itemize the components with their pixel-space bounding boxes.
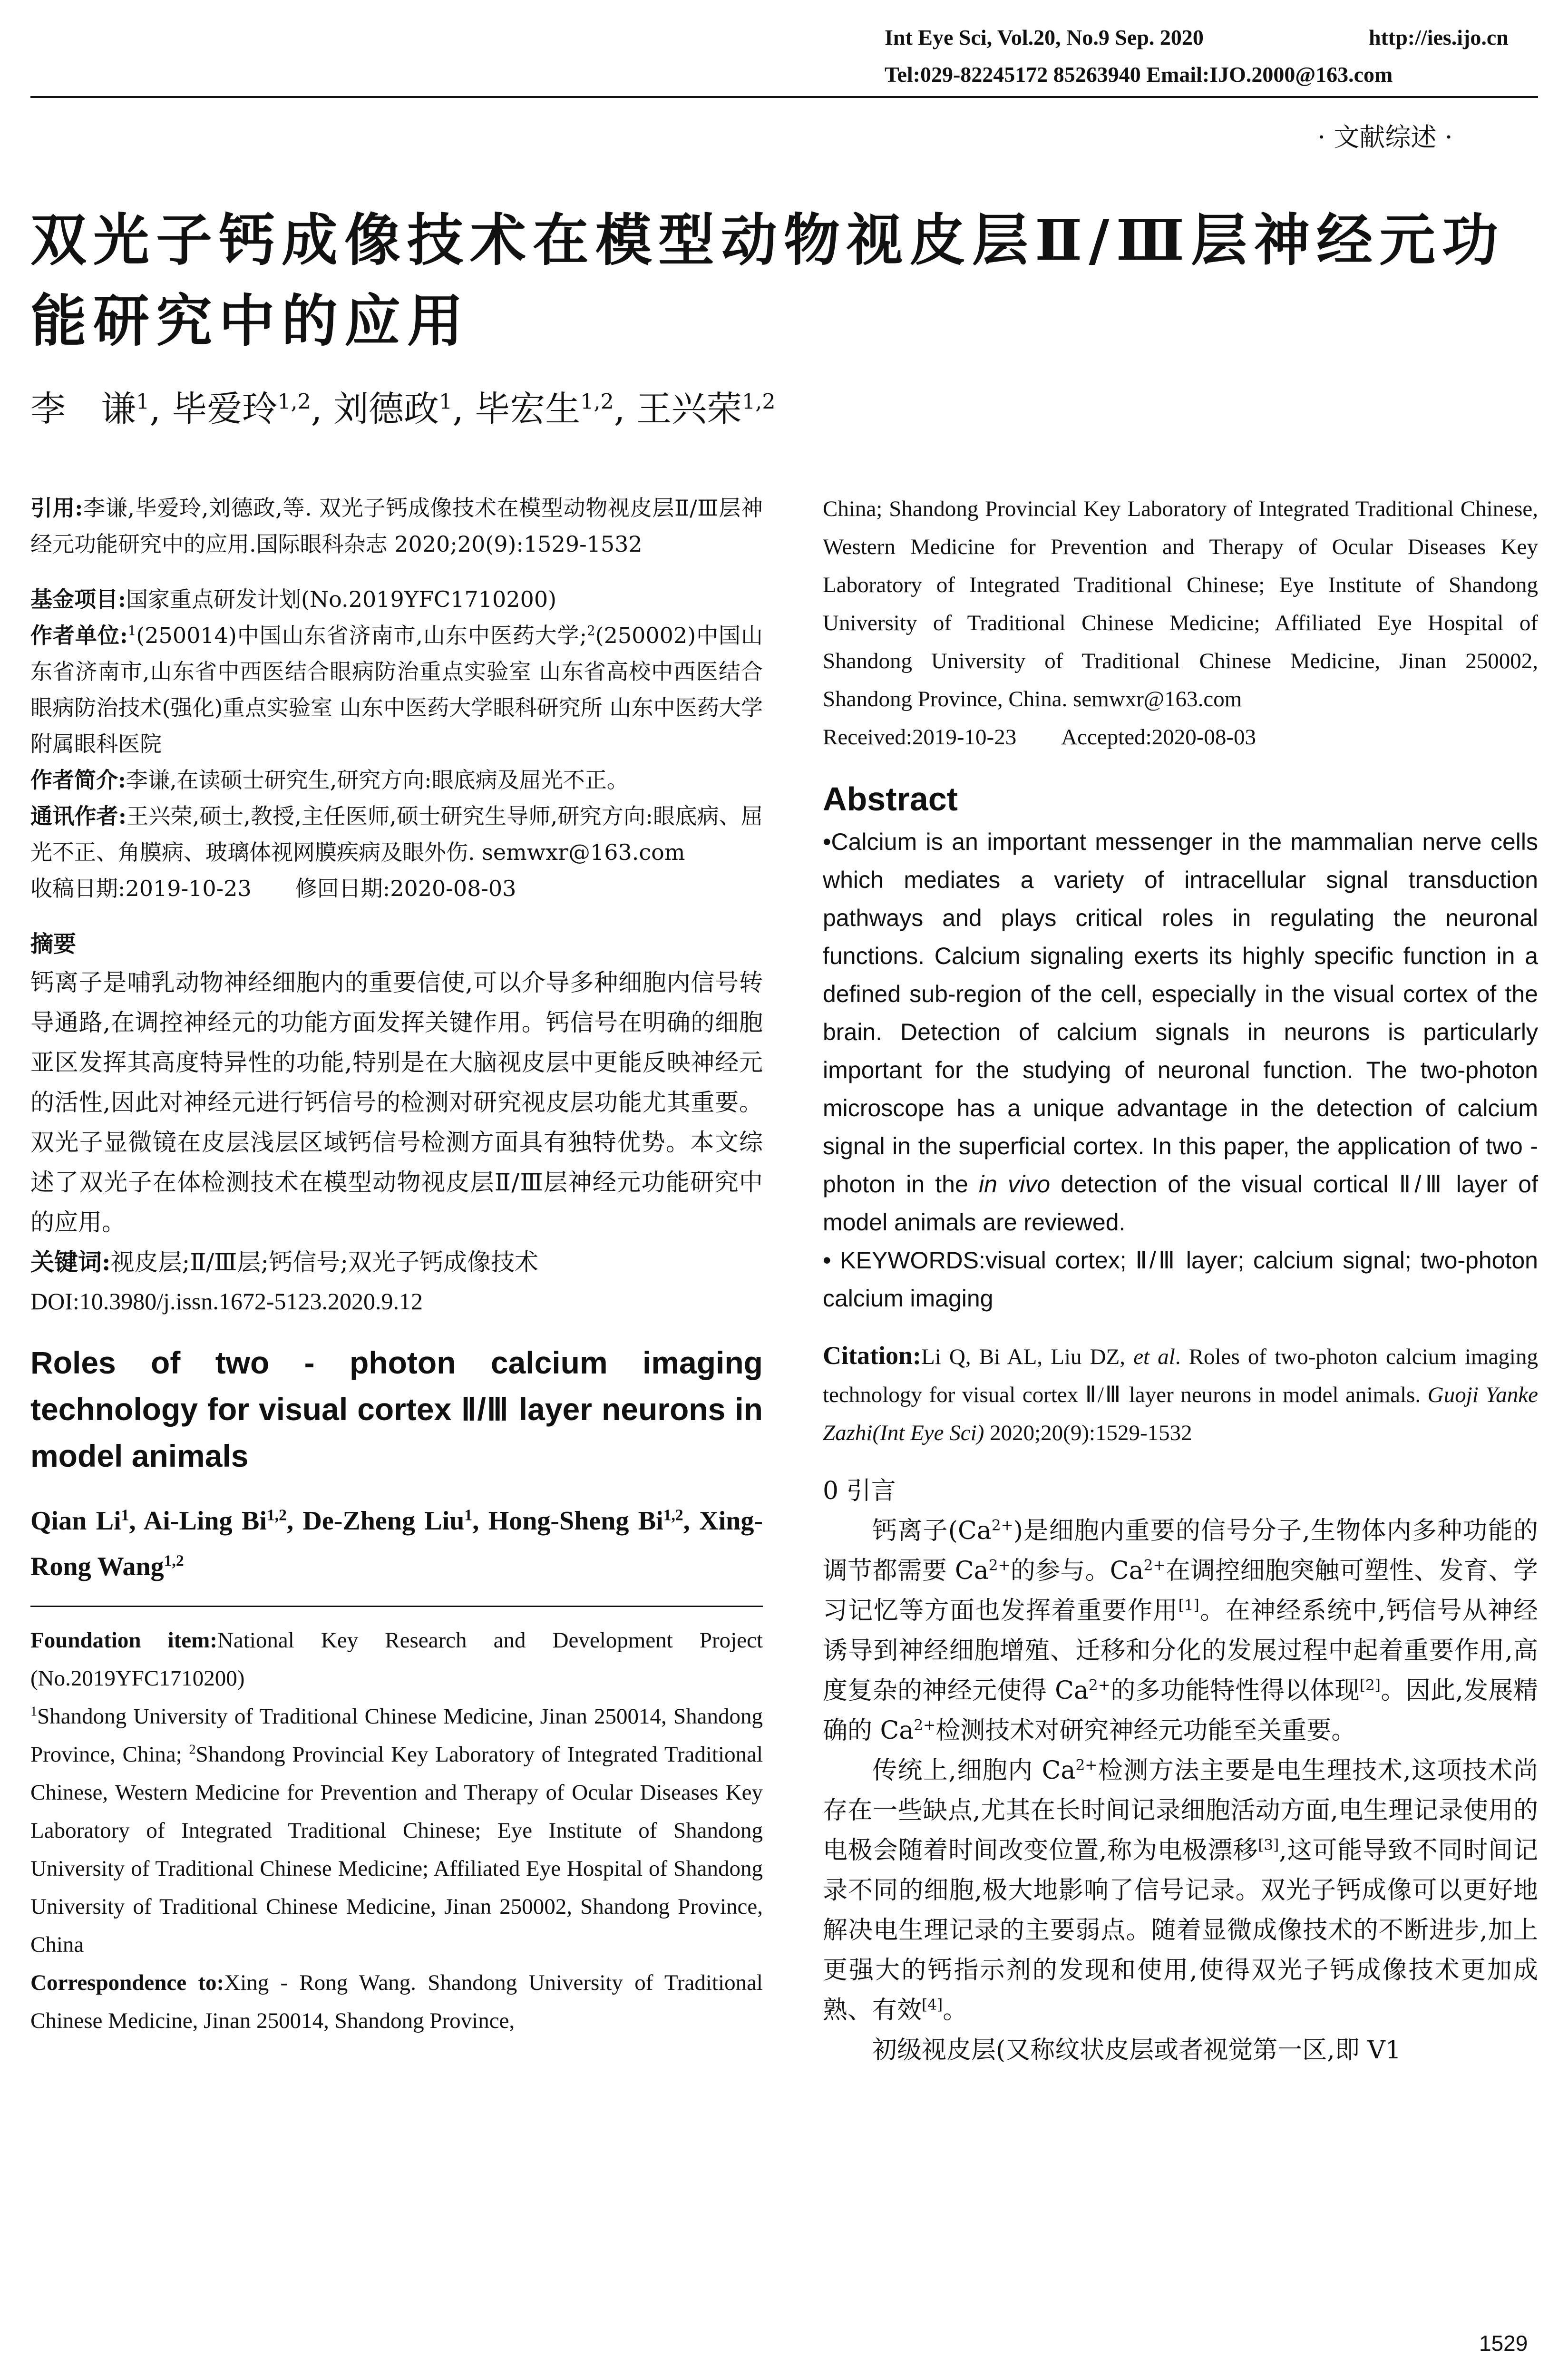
foundation-text: National Key Research and Development Project (No.2019YFC1710200)	[30, 1628, 763, 1691]
citation-en-part-2: . Roles of two-photon calcium imaging technology for visual cortex Ⅱ/Ⅲ layer neurons in model animals.	[823, 1344, 1538, 1407]
p2-text: 传统上,细胞内 Ca	[872, 1756, 1076, 1785]
correspondence-label: Correspondence to:	[30, 1970, 224, 1995]
p2-text: 检测方法主要是电生理技术,这项技术尚存在一些缺点,尤其在长时间记录细胞活动方面,电生理记录使用的电极会随着时间改变位置,称为电极漂移	[823, 1756, 1538, 1865]
bullet: •	[823, 828, 831, 855]
foundation-label: Foundation item:	[30, 1628, 217, 1653]
keywords-cn	[30, 1242, 763, 1282]
journal-header-line: Int Eye Sci, Vol.20, No.9 Sep. 2020	[885, 25, 1204, 49]
keywords-en-label: • KEYWORDS:	[823, 1247, 985, 1274]
bio-cn-text: 李谦,在读硕士研究生,研究方向:眼底病及屈光不正。	[126, 767, 629, 793]
bio-cn	[30, 762, 763, 798]
author-affil-sup: 1	[464, 1506, 473, 1524]
authors-en: Qian Li$^1$, Ai-Ling Bi$^{1,2}$, De-Zheng Liu$^1$, Hong-Sheng Bi$^{1,2}$, Xing-Rong Wang$^{1,2}$	[30, 1506, 763, 1581]
citation-en-part-3: 2020;20(9):1529-1532	[984, 1421, 1192, 1445]
right-column	[823, 490, 1538, 2070]
author-en: De-Zheng Liu	[302, 1506, 465, 1536]
foundation-item	[30, 1621, 763, 1697]
author-affil-sup: 1,2	[580, 390, 614, 414]
affiliation-cn-text-1: (250014)中国山东省济南市,山东中医药大学;	[136, 623, 587, 648]
author-cn: 李 谦	[30, 389, 136, 429]
author-en: Qian Li	[30, 1506, 121, 1536]
doi[interactable]: DOI:10.3980/j.issn.1672-5123.2020.9.12	[30, 1288, 423, 1315]
left-column	[30, 490, 763, 2040]
author-cn: 毕爱玲	[172, 389, 278, 429]
p1-text: 的多功能特性得以体现	[1110, 1676, 1360, 1705]
citation-en	[823, 1336, 1538, 1452]
citation-en-etal: et al	[1133, 1344, 1175, 1369]
keywords-cn-label: 关键词:	[30, 1248, 111, 1276]
fund-cn-label: 基金项目:	[30, 586, 126, 612]
author-en: Hong-Sheng Bi	[488, 1506, 663, 1536]
corresponding-cn-label: 通讯作者:	[30, 803, 127, 829]
ion-charge-sup: 2+	[1088, 1676, 1110, 1694]
author-affil-sup: 1,2	[164, 1552, 184, 1570]
intro-paragraph-3: 初级视皮层(又称纹状皮层或者视觉第一区,即 V1	[872, 2036, 1401, 2065]
citation-cn-label: 引用:	[30, 495, 83, 521]
citation-en-part-1: Li Q, Bi AL, Liu DZ,	[921, 1344, 1134, 1369]
author-cn: 王兴荣	[636, 389, 742, 429]
author-en: Ai-Ling Bi	[143, 1506, 267, 1536]
abstract-en-italic: in vivo	[978, 1171, 1051, 1198]
ion-charge-sup: 2+	[991, 1517, 1013, 1534]
affil-sup: 1	[127, 623, 136, 639]
p2-text: 。	[943, 1996, 968, 2025]
journal-contact-line: Tel:029-82245172 85263940 Email:IJO.2000@163.com	[885, 62, 1393, 87]
citation-cn-text: 李谦,毕爱玲,刘德政,等. 双光子钙成像技术在模型动物视皮层Ⅱ/Ⅲ层神经元功能研究中的应用.国际眼科杂志 2020;20(9):1529-1532	[30, 495, 763, 557]
corresponding-author-cn	[30, 798, 763, 870]
keywords-en-text: visual cortex; Ⅱ/Ⅲ layer; calcium signal; two-photon calcium imaging	[823, 1247, 1538, 1312]
p1-text: 钙离子(Ca	[872, 1517, 992, 1545]
intro-paragraph-1	[823, 1511, 1538, 1751]
affiliation-cn-text-2: (250002)中国山东省济南市,山东省中西医结合眼病防治重点实验室 山东省高校中西医结合眼病防治技术(强化)重点实验室 山东中医药大学眼科研究所 山东中医药大学附属眼科医院	[30, 623, 763, 757]
author-rule	[30, 1606, 763, 1607]
p1-text: 的参与。Ca	[1010, 1557, 1144, 1585]
header-rule	[30, 96, 1538, 98]
author-en: Xing-Rong Wang	[30, 1506, 763, 1581]
abstract-en-heading: Abstract	[823, 780, 958, 818]
intro-heading: 0 引言	[823, 1477, 896, 1505]
author-affil-sup: 1	[121, 1506, 129, 1524]
affil-sup: 2	[189, 1742, 196, 1757]
reference-link[interactable]: [3]	[1258, 1836, 1279, 1854]
p1-text: 检测技术对研究神经元功能至关重要。	[935, 1716, 1356, 1745]
authors-cn	[30, 385, 776, 433]
ion-charge-sup: 2+	[988, 1557, 1011, 1574]
p1-text: 在调控细胞突触可塑性、发育、学习记忆等方面也发挥着重要作用	[823, 1557, 1538, 1625]
abstract-en-part-2: detection of the visual cortical Ⅱ/Ⅲ layer of model animals are reviewed.	[823, 1171, 1538, 1236]
correspondence-en	[30, 1964, 763, 2040]
abstract-en-text	[823, 823, 1538, 1241]
dates-cn: 收稿日期:2019-10-23 修回日期:2020-08-03	[30, 876, 516, 901]
author-affil-sup: 1,2	[663, 1506, 683, 1524]
affiliation-en-text-1: Shandong University of Traditional Chinese Medicine, Jinan 250014, Shandong Province, China;	[30, 1704, 763, 1767]
page-number: 1529	[1479, 2331, 1528, 2356]
ion-charge-sup: 2+	[1075, 1756, 1098, 1774]
keywords-cn-text: 视皮层;Ⅱ/Ⅲ层;钙信号;双光子钙成像技术	[110, 1248, 539, 1276]
author-affil-sup: 1	[438, 390, 453, 414]
ion-charge-sup: 2+	[914, 1716, 936, 1734]
reference-link[interactable]: [2]	[1359, 1676, 1381, 1694]
p1-text: 。因此,发展精确的 Ca	[823, 1676, 1538, 1745]
correspondence-text: Xing - Rong Wang. Shandong University of Traditional Chinese Medicine, Jinan 250014, Shandong Province,	[30, 1970, 763, 2033]
p2-text: ,这可能导致不同时间记录不同的细胞,极大地影响了信号记录。双光子钙成像可以更好地解决电生理记录的主要弱点。随着显微成像技术的不断进步,加上更强大的钙指示剂的发现和使用,使得双光子钙成像技术更加成熟、有效	[823, 1836, 1538, 2025]
author-affil-sup: 1,2	[266, 1506, 287, 1524]
abstract-cn-text: 钙离子是哺乳动物神经细胞内的重要信使,可以介导多种细胞内信号转导通路,在调控神经元的功能方面发挥关键作用。钙信号在明确的细胞亚区发挥其高度特异性的功能,特别是在大脑视皮层中更能反映神经元的活性,因此对神经元进行钙信号的检测对研究视皮层功能尤其重要。双光子显微镜在皮层浅层区域钙信号检测方面具有独特优势。本文综述了双光子在体检测技术在模型动物视皮层Ⅱ/Ⅲ层神经元功能研究中的应用。	[30, 969, 763, 1236]
fund-cn-text: 国家重点研发计划(No.2019YFC1710200)	[126, 586, 557, 612]
affiliation-cn-label: 作者单位:	[30, 623, 128, 648]
affiliation-cn	[30, 617, 763, 762]
author-separator: ,	[452, 389, 464, 429]
author-separator: ,	[614, 389, 625, 429]
abstract-en-part-1: Calcium is an important messenger in the mammalian nerve cells which mediates a variety of intracellular signal transduction pathways and plays critical roles in regulating the neuronal functions. Calcium signaling exerts its highly specific function in a defined sub-region of the cell, especially in the visual cortex of the brain. Detection of calcium signals in neurons is particularly important for the studying of neuronal function. The two-photon microscope has a unique advantage in the detection of calcium signal in the superficial cortex. In this paper, the application of two - photon in the	[823, 828, 1538, 1198]
author-affil-sup: 1	[136, 390, 150, 414]
intro-paragraph-2	[823, 1751, 1538, 2030]
abstract-cn-heading: 摘要	[30, 931, 77, 957]
journal-url[interactable]: http://ies.ijo.cn	[1369, 25, 1509, 49]
reference-link[interactable]: [4]	[922, 1996, 943, 2014]
p1-text: 。在神经系统中,钙信号从神经诱导到神经细胞增殖、迁移和分化的发展过程中起着重要作用,高度复杂的神经元使得 Ca	[823, 1597, 1538, 1705]
corresponding-cn-text: 王兴荣,硕士,教授,主任医师,硕士研究生导师,研究方向:眼底病、屈光不正、角膜病、玻璃体视网膜疾病及眼外伤. semwxr@163.com	[30, 803, 763, 865]
author-separator: ,	[311, 389, 322, 429]
author-cn: 刘德政	[333, 389, 439, 429]
citation-en-journal: Guoji Yanke Zazhi(Int Eye Sci)	[823, 1383, 1538, 1445]
article-title-en: Roles of two - photon calcium imaging technology for visual cortex Ⅱ/Ⅲ layer neurons in model animals	[30, 1345, 763, 1473]
affiliation-en-continued: China; Shandong Provincial Key Laboratory of Integrated Traditional Chinese, Western Medicine for Prevention and Therapy of Ocular Diseases Key Laboratory of Integrated Traditional Chinese; Eye Institute of Shandong University of Traditional Chinese Medicine; Affiliated Eye Hospital of Shandong University of Traditional Chinese Medicine, Jinan 250002, Shandong Province, China. semwxr@163.com	[823, 497, 1538, 711]
affiliation-en-text-2: Shandong Provincial Key Laboratory of Integrated Traditional Chinese, Western Medicine for Prevention and Therapy of Ocular Diseases Key Laboratory of Integrated Traditional Chinese; Eye Institute of Shandong University of Traditional Chinese Medicine; Affiliated Eye Hospital of Shandong University of Traditional Chinese Medicine, Jinan 250002, Shandong Province, China	[30, 1742, 763, 1957]
author-affil-sup: 1,2	[741, 390, 776, 414]
author-affil-sup: 1,2	[277, 390, 311, 414]
affiliation-en	[30, 1697, 763, 1964]
received-accepted-dates: Received:2019-10-23 Accepted:2020-08-03	[823, 725, 1256, 750]
article-title-cn: 双光子钙成像技术在模型动物视皮层Ⅱ/Ⅲ层神经元功能研究中的应用	[30, 207, 1505, 354]
p1-text: )是细胞内重要的信号分子,生物体内多种功能的调节都需要 Ca	[823, 1517, 1538, 1585]
fund-cn	[30, 581, 763, 617]
bio-cn-label: 作者简介:	[30, 767, 126, 793]
reference-link[interactable]: [1]	[1178, 1597, 1199, 1614]
author-cn: 毕宏生	[475, 389, 581, 429]
affil-sup: 1	[30, 1704, 38, 1719]
affil-sup: 2	[587, 623, 595, 639]
author-separator: ,	[149, 389, 161, 429]
citation-en-label: Citation:	[823, 1341, 921, 1370]
ion-charge-sup: 2+	[1143, 1557, 1166, 1574]
section-tag: · 文献综述 ·	[1317, 122, 1453, 152]
keywords-en	[823, 1241, 1538, 1317]
citation-cn	[30, 490, 763, 562]
